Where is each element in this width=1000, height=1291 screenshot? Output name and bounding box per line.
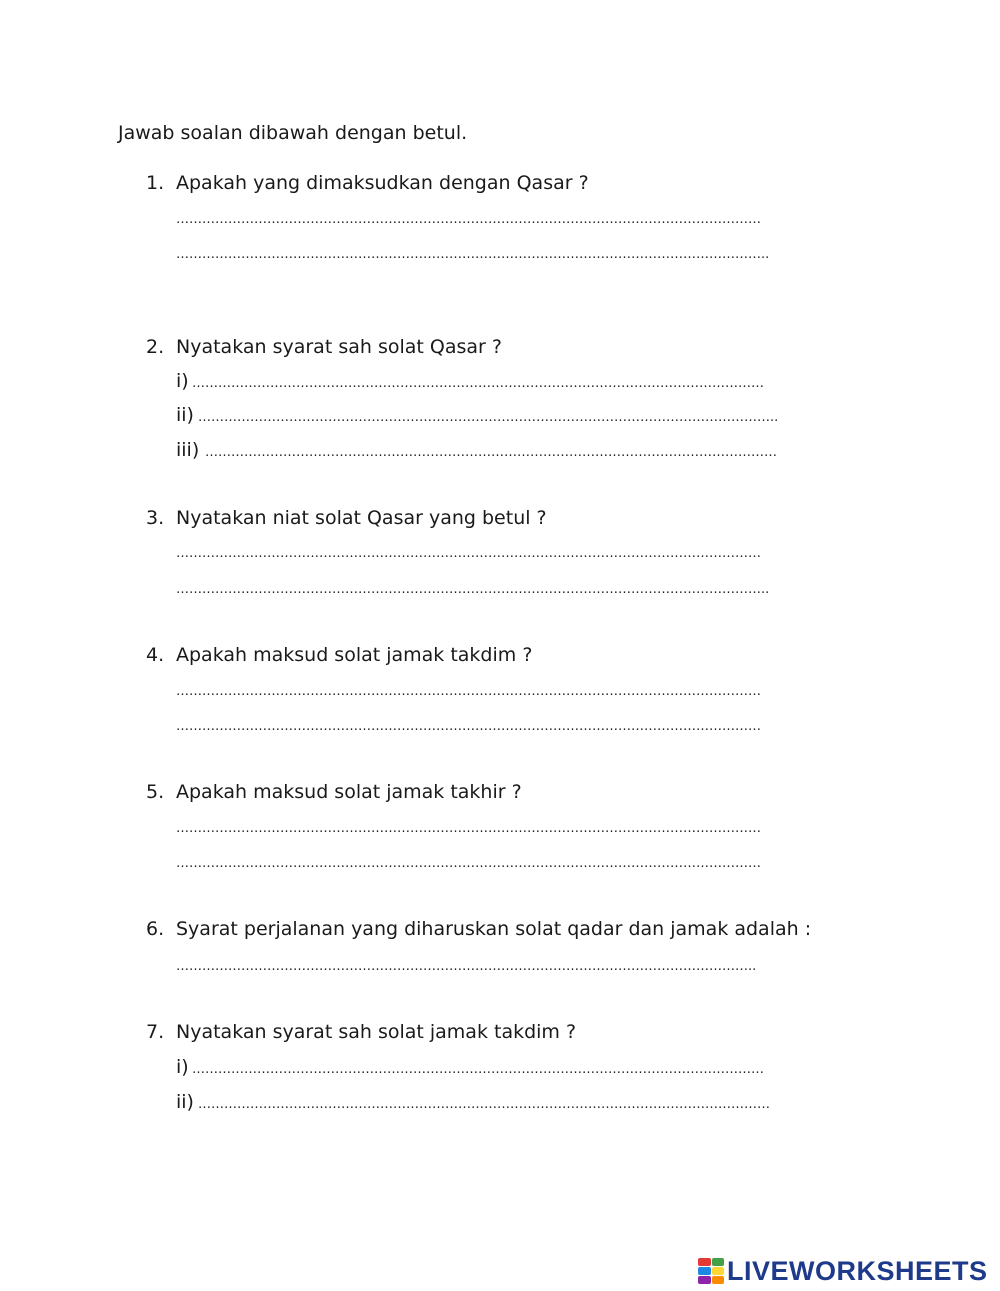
question-4-text: Apakah maksud solat jamak takdim ? bbox=[176, 644, 533, 666]
sub-item-label: iii) bbox=[176, 439, 200, 461]
answer-line[interactable]: …………………………………………………………………………………………………………………… bbox=[192, 1062, 764, 1077]
logo-text: LIVEWORKSHEETS bbox=[727, 1256, 988, 1286]
answer-line[interactable]: …………………………………………………………………………………………………………………… bbox=[198, 1097, 770, 1112]
liveworksheets-logo[interactable] bbox=[698, 1256, 988, 1286]
question-6-number: 6. bbox=[146, 918, 165, 940]
answer-line[interactable]: ……………………………………………………………………………………………………………………….. bbox=[176, 247, 770, 262]
answer-line[interactable]: …………………………………………………………………………………………………………………….. bbox=[198, 410, 779, 425]
sub-item-label: i) bbox=[176, 1056, 189, 1078]
question-1-text: Apakah yang dimaksudkan dengan Qasar ? bbox=[176, 172, 589, 194]
question-3-text: Nyatakan niat solat Qasar yang betul ? bbox=[176, 507, 547, 529]
logo-blocks-icon bbox=[698, 1258, 724, 1284]
answer-line[interactable]: ……………………………………………………………………………………………………………………….. bbox=[176, 582, 770, 597]
sub-item-label: ii) bbox=[176, 404, 194, 426]
question-2-number: 2. bbox=[146, 336, 165, 358]
instruction-text: Jawab soalan dibawah dengan betul. bbox=[118, 122, 468, 144]
answer-line[interactable]: …………………………………………………………………………………………………………………… bbox=[192, 376, 764, 391]
answer-line[interactable]: ……………………………………………………………………………………………………………………… bbox=[176, 212, 761, 227]
sub-item-label: i) bbox=[176, 370, 189, 392]
question-7-text: Nyatakan syarat sah solat jamak takdim ? bbox=[176, 1021, 577, 1043]
question-2-text: Nyatakan syarat sah solat Qasar ? bbox=[176, 336, 502, 358]
question-4-number: 4. bbox=[146, 644, 165, 666]
answer-line[interactable]: …………………………………………………………………………………………………………………….. bbox=[176, 959, 757, 974]
question-1-number: 1. bbox=[146, 172, 165, 194]
answer-line[interactable]: ……………………………………………………………………………………………………………………… bbox=[176, 546, 761, 561]
sub-item-label: ii) bbox=[176, 1091, 194, 1113]
answer-line[interactable]: ……………………………………………………………………………………………………………………… bbox=[176, 684, 761, 699]
question-5-number: 5. bbox=[146, 781, 165, 803]
question-5-text: Apakah maksud solat jamak takhir ? bbox=[176, 781, 522, 803]
question-7-number: 7. bbox=[146, 1021, 165, 1043]
answer-line[interactable]: ……………………………………………………………………………………………………………………… bbox=[176, 719, 761, 734]
question-3-number: 3. bbox=[146, 507, 165, 529]
answer-line[interactable]: ……………………………………………………………………………………………………………………… bbox=[176, 821, 761, 836]
answer-line[interactable]: …………………………………………………………………………………………………………………… bbox=[205, 445, 777, 460]
question-6-text: Syarat perjalanan yang diharuskan solat qadar dan jamak adalah : bbox=[176, 918, 812, 940]
answer-line[interactable]: ……………………………………………………………………………………………………………………… bbox=[176, 856, 761, 871]
